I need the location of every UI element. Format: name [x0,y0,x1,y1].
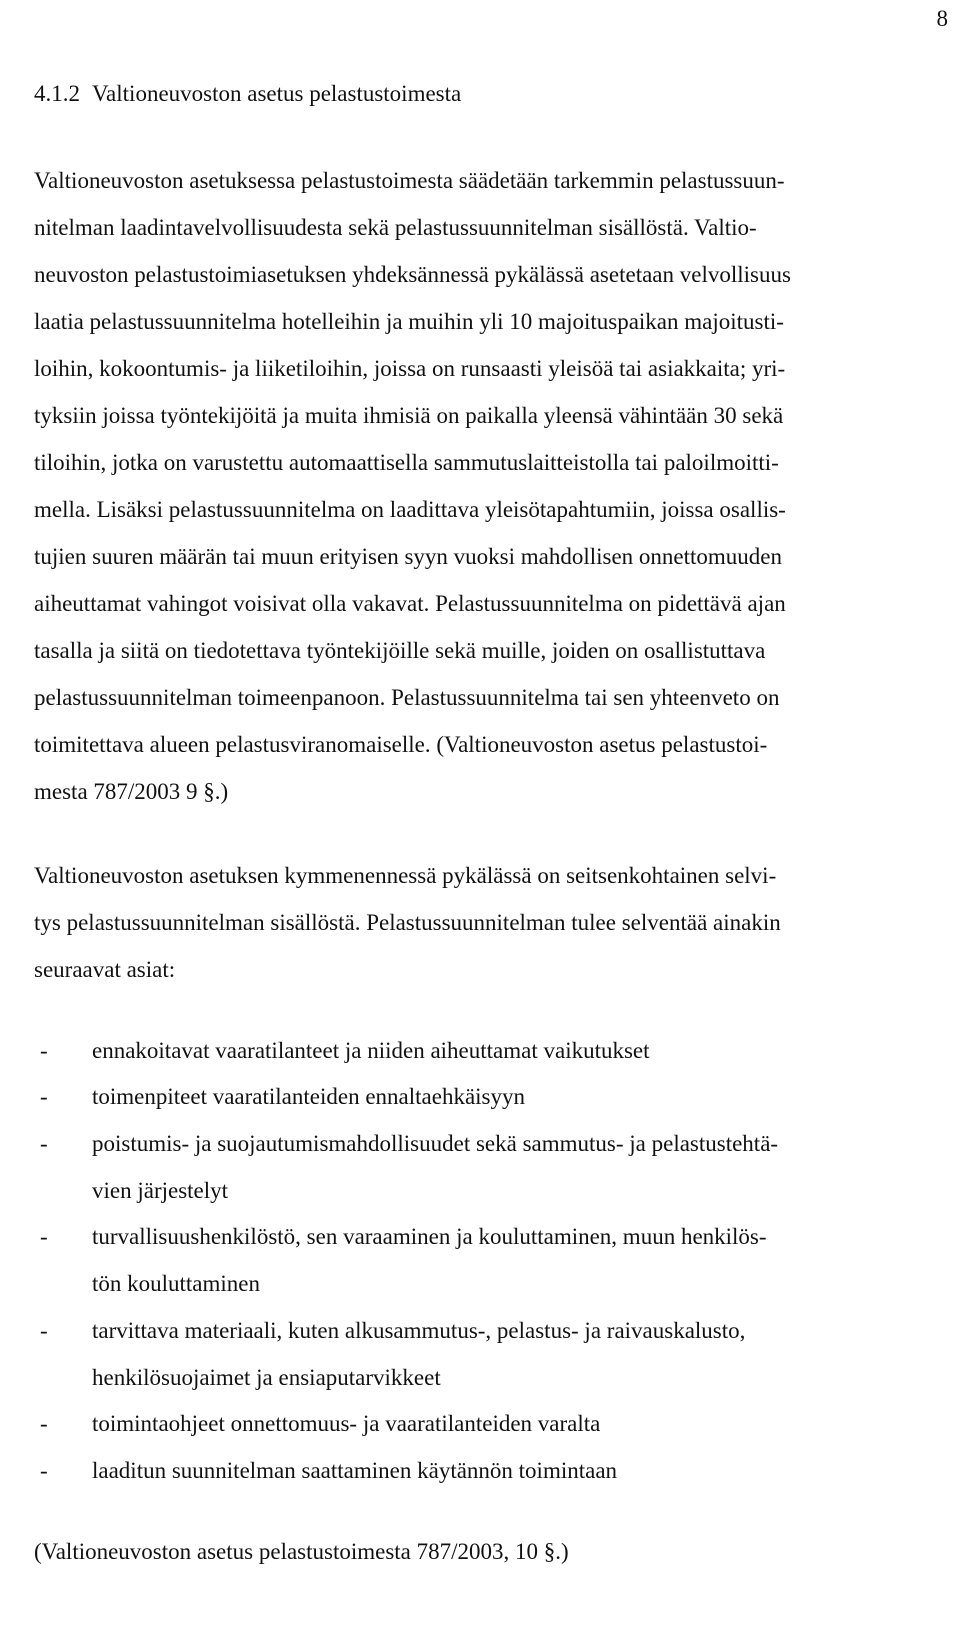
paragraph-2-line: tys pelastussuunnitelman sisällöstä. Pelastussuunnitelman tulee selventää ainakin [34,910,781,935]
bullet-item-continuation: vien järjestelyt [92,1178,229,1203]
paragraph-1-line: toimitettava alueen pelastusviranomaiselle. (Valtioneuvoston asetus pelastustoi- [34,732,768,757]
bullet-item: turvallisuushenkilöstö, sen varaaminen ja kouluttaminen, muun henkilös- [92,1224,767,1249]
paragraph-1-line: tiloihin, jotka on varustettu automaattisella sammutuslaitteistolla tai paloilmoitti- [34,450,779,475]
bullet-item-continuation: henkilösuojaimet ja ensiaputarvikkeet [92,1365,441,1390]
bullet-dash: - [40,1084,48,1109]
page-number: 8 [936,6,948,31]
paragraph-1-line: mella. Lisäksi pelastussuunnitelma on laadittava yleisötapahtumiin, joissa osallis- [34,497,786,522]
bullet-item: laaditun suunnitelman saattaminen käytännön toimintaan [92,1458,618,1483]
paragraph-1-line: Valtioneuvoston asetuksessa pelastustoimesta säädetään tarkemmin pelastussuun- [34,168,785,193]
bullet-item: toimintaohjeet onnettomuus- ja vaaratilanteiden varalta [92,1411,601,1436]
bullet-dash: - [40,1131,48,1156]
paragraph-1-line: tasalla ja siitä on tiedotettava työntekijöille sekä muille, joiden on osallistuttava [34,638,766,663]
paragraph-1-line: pelastussuunnitelman toimeenpanoon. Pelastussuunnitelma tai sen yhteenveto on [34,685,780,710]
bullet-item: poistumis- ja suojautumismahdollisuudet sekä sammutus- ja pelastustehtä- [92,1131,779,1156]
paragraph-1-line: mesta 787/2003 9 §.) [34,779,229,804]
bullet-dash: - [40,1224,48,1249]
paragraph-2-line: Valtioneuvoston asetuksen kymmenennessä pykälässä on seitsenkohtainen selvi- [34,863,777,888]
section-number: 4.1.2 [34,81,80,106]
bullet-item: ennakoitavat vaaratilanteet ja niiden aiheuttamat vaikutukset [92,1038,650,1063]
paragraph-1-line: tujien suuren määrän tai muun erityisen syyn vuoksi mahdollisen onnettomuuden [34,544,783,569]
bullet-item-continuation: tön kouluttaminen [92,1271,261,1296]
bullet-item: tarvittava materiaali, kuten alkusammutus-, pelastus- ja raivauskalusto, [92,1318,746,1343]
paragraph-2-line: seuraavat asiat: [34,957,176,982]
paragraph-1-line: neuvoston pelastustoimiasetuksen yhdeksännessä pykälässä asetetaan velvollisuus [34,262,791,287]
bullet-item: toimenpiteet vaaratilanteiden ennaltaehkäisyyn [92,1084,525,1109]
bullet-dash: - [40,1038,48,1063]
paragraph-1-line: loihin, kokoontumis- ja liiketiloihin, joissa on runsaasti yleisöä tai asiakkaita; yri- [34,356,786,381]
paragraph-1-line: tyksiin joissa työntekijöitä ja muita ihmisiä on paikalla yleensä vähintään 30 sekä [34,403,784,428]
bullet-dash: - [40,1458,48,1483]
section-heading [34,80,461,108]
paragraph-1-line: laatia pelastussuunnitelma hotelleihin ja muihin yli 10 majoituspaikan majoitusti- [34,309,784,334]
paragraph-1-line: nitelman laadintavelvollisuudesta sekä pelastussuunnitelman sisällöstä. Valtio- [34,215,757,240]
bullet-dash: - [40,1318,48,1343]
paragraph-1-line: aiheuttamat vahingot voisivat olla vakavat. Pelastussuunnitelma on pidettävä ajan [34,591,786,616]
section-title: Valtioneuvoston asetus pelastustoimesta [92,81,462,106]
citation: (Valtioneuvoston asetus pelastustoimesta 787/2003, 10 §.) [34,1539,569,1564]
bullet-dash: - [40,1411,48,1436]
